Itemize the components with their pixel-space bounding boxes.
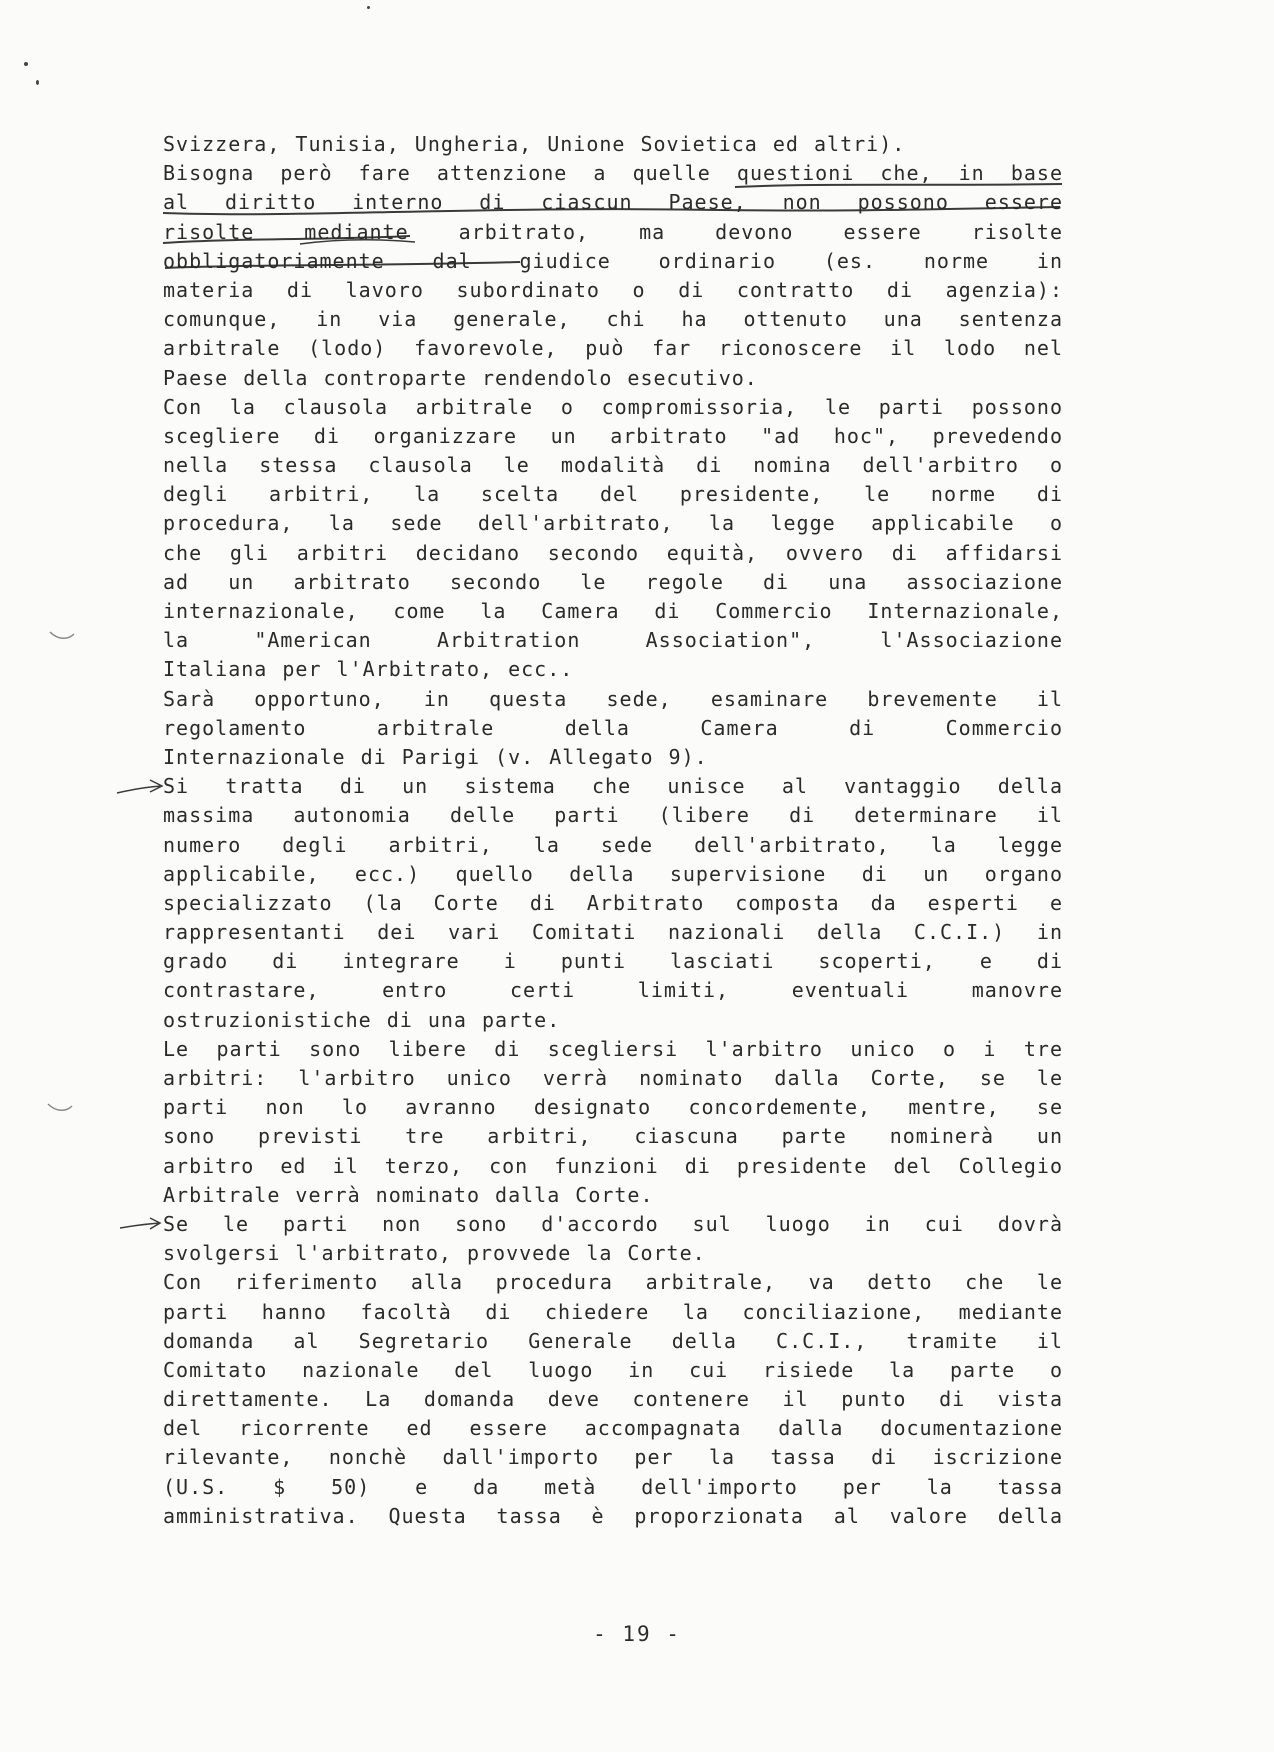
text-line: Le parti sono libere di scegliersi l'arbitro unico o i tre bbox=[163, 1036, 1063, 1061]
text-line: nella stessa clausola le modalità di nomina dell'arbitro o bbox=[163, 453, 1063, 478]
text-line: domanda al Segretario Generale della C.C.I., tramite il bbox=[163, 1328, 1063, 1353]
text-line: regolamento arbitrale della Camera di Commercio bbox=[163, 715, 1063, 740]
text-line: rappresentanti dei vari Comitati nazionali della C.C.I.) in bbox=[163, 920, 1063, 945]
text-line: procedura, la sede dell'arbitrato, la legge applicabile o bbox=[163, 511, 1063, 536]
text-line: degli arbitri, la scelta del presidente, le norme di bbox=[163, 482, 1063, 507]
text-line: Comitato nazionale del luogo in cui risiede la parte o bbox=[163, 1357, 1063, 1382]
arrow-mark bbox=[120, 1218, 160, 1229]
text-line: ad un arbitrato secondo le regole di una associazione bbox=[163, 569, 1063, 594]
text-line: Se le parti non sono d'accordo sul luogo in cui dovrà bbox=[163, 1211, 1063, 1236]
text-line: arbitrale (lodo) favorevole, può far riconoscere il lodo nel bbox=[163, 336, 1063, 361]
text-line: obbligatoriamente dal giudice ordinario (es. norme in bbox=[163, 248, 1063, 273]
text-line: al diritto interno di ciascun Paese, non possono essere bbox=[163, 190, 1063, 215]
text-line: Sarà opportuno, in questa sede, esaminare brevemente il bbox=[163, 686, 1063, 711]
text-line: applicabile, ecc.) quello della supervisione di un organo bbox=[163, 861, 1063, 886]
text-line: ostruzionistiche di una parte. bbox=[163, 1007, 561, 1032]
body-text bbox=[163, 130, 1063, 1531]
text-line: materia di lavoro subordinato o di contratto di agenzia): bbox=[163, 277, 1063, 302]
text-line: la "American Arbitration Association", l'Associazione bbox=[163, 628, 1063, 653]
text-line: Italiana per l'Arbitrato, ecc.. bbox=[163, 657, 574, 682]
text-line: numero degli arbitri, la sede dell'arbitrato, la legge bbox=[163, 832, 1063, 857]
text-line: parti hanno facoltà di chiedere la conciliazione, mediante bbox=[163, 1299, 1063, 1324]
text-line: sono previsti tre arbitri, ciascuna parte nominerà un bbox=[163, 1124, 1063, 1149]
text-line: risolte mediante arbitrato, ma devono essere risolte bbox=[163, 219, 1063, 244]
text-line: Svizzera, Tunisia, Ungheria, Unione Sovietica ed altri). bbox=[163, 132, 906, 156]
text-line: parti non lo avranno designato concordemente, mentre, se bbox=[163, 1095, 1063, 1120]
text-line: Bisogna però fare attenzione a quelle questioni che, in base bbox=[163, 161, 1063, 186]
margin-curve bbox=[50, 632, 74, 638]
arrow-mark bbox=[117, 780, 162, 793]
text-line: Paese della controparte rendendolo esecutivo. bbox=[163, 365, 758, 390]
margin-curve bbox=[48, 1104, 72, 1110]
page-number: - 19 - bbox=[593, 1622, 681, 1646]
text-line: arbitro ed il terzo, con funzioni di presidente del Collegio bbox=[163, 1153, 1063, 1178]
text-line: contrastare, entro certi limiti, eventuali manovre bbox=[163, 978, 1063, 1003]
text-line: del ricorrente ed essere accompagnata dalla documentazione bbox=[163, 1416, 1063, 1441]
text-line: Arbitrale verrà nominato dalla Corte. bbox=[163, 1182, 654, 1207]
text-line: comunque, in via generale, chi ha ottenuto una sentenza bbox=[163, 307, 1063, 332]
text-line: Con la clausola arbitrale o compromissoria, le parti possono bbox=[163, 394, 1063, 419]
text-line: che gli arbitri decidano secondo equità, ovvero di affidarsi bbox=[163, 540, 1063, 565]
text-line: grado di integrare i punti lasciati scoperti, e di bbox=[163, 949, 1063, 974]
text-line: Con riferimento alla procedura arbitrale, va detto che le bbox=[163, 1270, 1063, 1295]
text-line: internazionale, come la Camera di Commercio Internazionale, bbox=[163, 599, 1063, 623]
text-line: arbitri: l'arbitro unico verrà nominato dalla Corte, se le bbox=[163, 1066, 1063, 1090]
text-line: amministrativa. Questa tassa è proporzionata al valore della bbox=[163, 1503, 1063, 1528]
text-line: rilevante, nonchè dall'importo per la tassa di iscrizione bbox=[163, 1445, 1063, 1470]
text-line: specializzato (la Corte di Arbitrato composta da esperti e bbox=[163, 890, 1063, 915]
text-line: Si tratta di un sistema che unisce al vantaggio della bbox=[163, 774, 1063, 799]
text-line: svolgersi l'arbitrato, provvede la Corte. bbox=[163, 1241, 706, 1266]
text-line: (U.S. $ 50) e da metà dell'importo per la tassa bbox=[163, 1474, 1063, 1499]
text-line: Internazionale di Parigi (v. Allegato 9). bbox=[163, 744, 708, 769]
text-line: direttamente. La domanda deve contenere il punto di vista bbox=[163, 1387, 1063, 1412]
text-line: massima autonomia delle parti (libere di determinare il bbox=[163, 803, 1063, 828]
text-line: scegliere di organizzare un arbitrato "ad hoc", prevedendo bbox=[163, 423, 1063, 448]
